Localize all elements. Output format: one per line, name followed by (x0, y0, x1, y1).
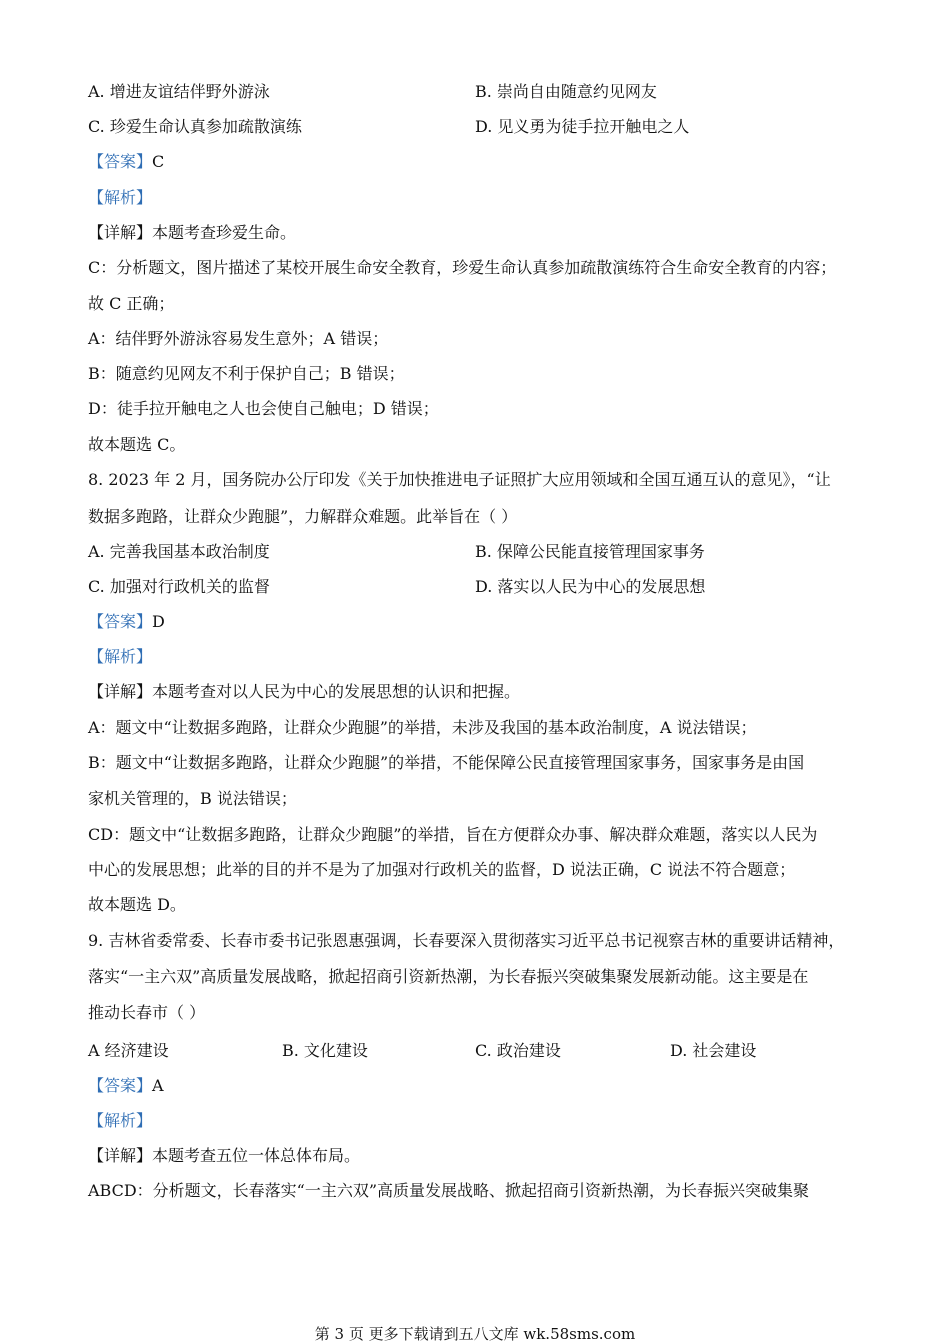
q7-line: A：结伴野外游泳容易发生意外；A 错误； (88, 329, 389, 348)
q8-option-b: B. 保障公民能直接管理国家事务 (475, 542, 705, 561)
q9-option-a: A 经济建设 (88, 1041, 169, 1060)
q7-detail: 【详解】本题考查珍爱生命。 (88, 223, 297, 242)
q7-analysis-tag: 【解析】 (88, 188, 153, 207)
q8-line: CD：题文中“让数据多跑路，让群众少跑腿”的举措，旨在方便群众办事、解决群众难题，落实以人民为 (88, 825, 818, 844)
q8-detail: 【详解】本题考查对以人民为中心的发展思想的认识和把握。 (88, 682, 521, 701)
q7-line: B：随意约见网友不利于保护自己；B 错误； (88, 364, 405, 383)
q7-line: C：分析题文，图片描述了某校开展生命安全教育，珍爱生命认真参加疏散演练符合生命安全教育的内容； (88, 258, 837, 277)
q9-option-c: C. 政治建设 (475, 1041, 561, 1060)
q9-stem: 推动长春市（ ） (88, 1003, 206, 1022)
answer-tag: 【答案】 (88, 1076, 153, 1095)
q7-answer (88, 152, 164, 172)
q7-line: D：徒手拉开触电之人也会使自己触电；D 错误； (88, 399, 439, 418)
q8-stem: 数据多跑路，让群众少跑腿”，力解群众难题。此举旨在（ ） (88, 507, 518, 526)
q9-stem: 9. 吉林省委常委、长春市委书记张恩惠强调，长春要深入贯彻落实习近平总书记视察吉林的重要讲话精神， (88, 931, 845, 950)
q7-option-a: A. 增进友谊结伴野外游泳 (88, 82, 270, 101)
q7-option-c: C. 珍爱生命认真参加疏散演练 (88, 117, 302, 136)
q7-option-b: B. 崇尚自由随意约见网友 (475, 82, 657, 101)
q7-option-d: D. 见义勇为徒手拉开触电之人 (475, 117, 690, 136)
answer-tag: 【答案】 (88, 612, 153, 631)
q8-stem: 8. 2023 年 2 月，国务院办公厅印发《关于加快推进电子证照扩大应用领域和全国互通互认的意见》，“让 (88, 470, 831, 489)
q9-answer (88, 1076, 164, 1096)
q9-stem: 落实“一主六双”高质量发展战略，掀起招商引资新热潮，为长春振兴突破集聚发展新动能。这主要是在 (88, 967, 809, 986)
q8-line: 中心的发展思想；此举的目的并不是为了加强对行政机关的监督，D 说法正确，C 说法不符合题意； (88, 860, 796, 879)
q9-line: ABCD：分析题文，长春落实“一主六双”高质量发展战略、掀起招商引资新热潮，为长春振兴突破集聚 (88, 1181, 810, 1200)
q8-line: 故本题选 D。 (88, 895, 186, 914)
q8-line: A：题文中“让数据多跑路，让群众少跑腿”的举措，未涉及我国的基本政治制度，A 说法错误； (88, 718, 757, 737)
q7-line: 故本题选 C。 (88, 435, 186, 454)
answer-tag: 【答案】 (88, 152, 153, 171)
q9-analysis-tag: 【解析】 (88, 1111, 153, 1130)
answer-value: D (152, 612, 165, 631)
q8-answer (88, 612, 165, 632)
q9-detail: 【详解】本题考查五位一体总体布局。 (88, 1146, 361, 1165)
q8-option-d: D. 落实以人民为中心的发展思想 (475, 577, 706, 596)
q9-option-b: B. 文化建设 (282, 1041, 368, 1060)
q8-line: 家机关管理的，B 说法错误； (88, 789, 297, 808)
page-footer: 第 3 页 更多下载请到五八文库 wk.58sms.com (314, 1325, 636, 1343)
q7-line: 故 C 正确； (88, 294, 175, 313)
answer-value: C (152, 152, 165, 171)
q8-option-a: A. 完善我国基本政治制度 (88, 542, 270, 561)
answer-value: A (152, 1076, 164, 1095)
q8-line: B：题文中“让数据多跑路，让群众少跑腿”的举措，不能保障公民直接管理国家事务，国家事务是由国 (88, 753, 805, 772)
q8-analysis-tag: 【解析】 (88, 647, 153, 666)
q8-option-c: C. 加强对行政机关的监督 (88, 577, 270, 596)
q9-option-d: D. 社会建设 (670, 1041, 757, 1060)
